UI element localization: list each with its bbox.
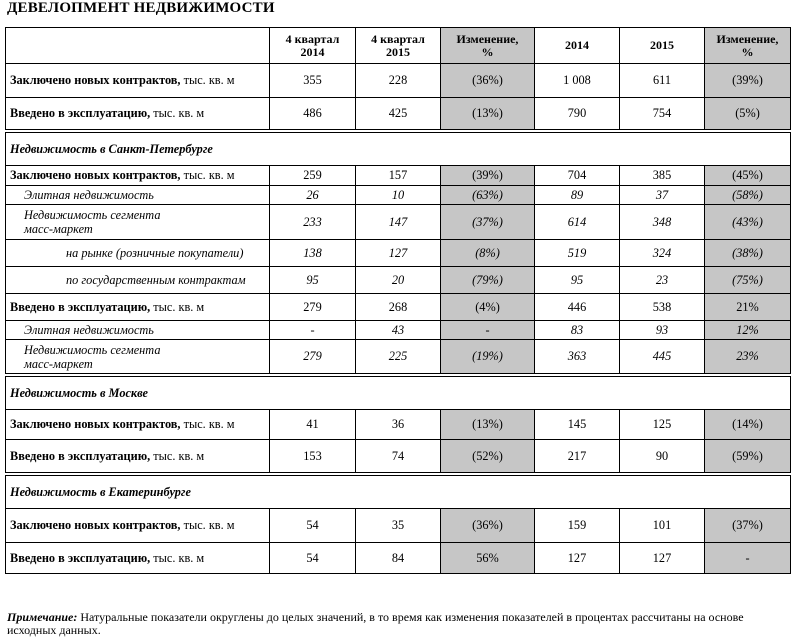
table-cell: 614 (535, 205, 620, 240)
table-cell: 145 (535, 410, 620, 440)
section-header-spb: Недвижимость в Санкт-Петербурге (6, 133, 791, 166)
table-cell: (37%) (705, 509, 791, 543)
table-cell: 704 (535, 166, 620, 186)
table-cell: 74 (356, 440, 441, 473)
table-cell: 754 (620, 98, 705, 130)
table-cell: - (441, 321, 535, 340)
table-cell: 54 (270, 543, 356, 574)
table-row (6, 98, 791, 130)
header-change-quarter: Изменение, % (441, 28, 535, 64)
table-row (6, 166, 791, 186)
table-row (6, 340, 791, 374)
footnote-label: Примечание: (7, 610, 78, 624)
table-cell: 43 (356, 321, 441, 340)
table-cell: (75%) (705, 267, 791, 294)
footnote (7, 611, 787, 637)
table-cell: 20 (356, 267, 441, 294)
table-cell: 425 (356, 98, 441, 130)
row-label: Недвижимость сегмента масс-маркет (6, 340, 270, 374)
table-cell: 41 (270, 410, 356, 440)
table-cell: 611 (620, 64, 705, 98)
table-row (6, 186, 791, 205)
table-cell: 127 (535, 543, 620, 574)
table-cell: 26 (270, 186, 356, 205)
table-cell: (36%) (441, 64, 535, 98)
row-label: Недвижимость сегмента масс-маркет (6, 205, 270, 240)
table-cell: 217 (535, 440, 620, 473)
development-table (5, 27, 791, 574)
header-q4-2014: 4 квартал 2014 (270, 28, 356, 64)
header-2015: 2015 (620, 28, 705, 64)
table-cell: 348 (620, 205, 705, 240)
table-cell: 363 (535, 340, 620, 374)
table-cell: (58%) (705, 186, 791, 205)
table-cell: 95 (535, 267, 620, 294)
table-row (6, 509, 791, 543)
table-cell: 90 (620, 440, 705, 473)
table-row (6, 440, 791, 473)
table-cell: (63%) (441, 186, 535, 205)
table-cell: (14%) (705, 410, 791, 440)
table-row (6, 267, 791, 294)
table-cell: 93 (620, 321, 705, 340)
table-cell: 268 (356, 294, 441, 321)
table-cell: 12% (705, 321, 791, 340)
row-label: на рынке (розничные покупатели) (6, 240, 270, 267)
row-label: по государственным контрактам (6, 267, 270, 294)
table-cell: 225 (356, 340, 441, 374)
table-cell: (39%) (705, 64, 791, 98)
table-cell: (45%) (705, 166, 791, 186)
table-cell: 228 (356, 64, 441, 98)
row-label: Заключено новых контрактов, тыс. кв. м (6, 509, 270, 543)
table-cell: (36%) (441, 509, 535, 543)
header-change-year: Изменение, % (705, 28, 791, 64)
table-cell: 37 (620, 186, 705, 205)
table-row (6, 240, 791, 267)
table-cell: 127 (356, 240, 441, 267)
table-cell: (38%) (705, 240, 791, 267)
table-cell: 279 (270, 294, 356, 321)
table-cell: (59%) (705, 440, 791, 473)
row-label: Введено в эксплуатацию, тыс. кв. м (6, 98, 270, 130)
row-label: Введено в эксплуатацию, тыс. кв. м (6, 440, 270, 473)
table-cell: 95 (270, 267, 356, 294)
table-cell: 233 (270, 205, 356, 240)
table-cell: 56% (441, 543, 535, 574)
table-cell: 385 (620, 166, 705, 186)
section-header-yekaterinburg: Недвижимость в Екатеринбурге (6, 476, 791, 509)
table-cell: 54 (270, 509, 356, 543)
row-label: Введено в эксплуатацию, тыс. кв. м (6, 543, 270, 574)
table-cell: 10 (356, 186, 441, 205)
table-cell: 324 (620, 240, 705, 267)
table-cell: 279 (270, 340, 356, 374)
table-cell: (43%) (705, 205, 791, 240)
table-row (6, 294, 791, 321)
table-cell: (37%) (441, 205, 535, 240)
footnote-text: Натуральные показатели округлены до целых значений, в то время как изменения показателей в процентах рассчитаны на основе исходных данных. (7, 610, 744, 637)
table-cell: (19%) (441, 340, 535, 374)
table-cell: 83 (535, 321, 620, 340)
table-cell: 159 (535, 509, 620, 543)
table-cell: 127 (620, 543, 705, 574)
header-q4-2015: 4 квартал 2015 (356, 28, 441, 64)
table-cell: (5%) (705, 98, 791, 130)
row-label: Заключено новых контрактов, тыс. кв. м (6, 64, 270, 98)
row-label: Заключено новых контрактов, тыс. кв. м (6, 410, 270, 440)
table-cell: 138 (270, 240, 356, 267)
table-cell: - (270, 321, 356, 340)
table-cell: 355 (270, 64, 356, 98)
table-cell: 446 (535, 294, 620, 321)
row-label: Элитная недвижимость (6, 321, 270, 340)
row-label: Элитная недвижимость (6, 186, 270, 205)
table-cell: 259 (270, 166, 356, 186)
header-2014: 2014 (535, 28, 620, 64)
row-label: Заключено новых контрактов, тыс. кв. м (6, 166, 270, 186)
table-cell: 101 (620, 509, 705, 543)
section-header-moscow: Недвижимость в Москве (6, 377, 791, 410)
table-cell: 790 (535, 98, 620, 130)
table-cell: 23% (705, 340, 791, 374)
table-cell: 538 (620, 294, 705, 321)
table-cell: 445 (620, 340, 705, 374)
table-cell: (13%) (441, 98, 535, 130)
page-title: ДЕВЕЛОПМЕНТ НЕДВИЖИМОСТИ (7, 0, 275, 16)
table-cell: 1 008 (535, 64, 620, 98)
table-cell: 153 (270, 440, 356, 473)
row-label: Введено в эксплуатацию, тыс. кв. м (6, 294, 270, 321)
table-cell: (79%) (441, 267, 535, 294)
table-cell: 147 (356, 205, 441, 240)
table-cell: (8%) (441, 240, 535, 267)
table-row (6, 205, 791, 240)
table-cell: 23 (620, 267, 705, 294)
table-cell: - (705, 543, 791, 574)
table-cell: (4%) (441, 294, 535, 321)
table-cell: 35 (356, 509, 441, 543)
table-cell: 125 (620, 410, 705, 440)
table-cell: 486 (270, 98, 356, 130)
table-cell: 89 (535, 186, 620, 205)
table-cell: 21% (705, 294, 791, 321)
table-cell: 519 (535, 240, 620, 267)
header-label-cell (6, 28, 270, 64)
table-cell: 157 (356, 166, 441, 186)
table-cell: (39%) (441, 166, 535, 186)
table-row (6, 64, 791, 98)
table-row (6, 321, 791, 340)
table-cell: (13%) (441, 410, 535, 440)
table-cell: (52%) (441, 440, 535, 473)
table-cell: 84 (356, 543, 441, 574)
table-cell: 36 (356, 410, 441, 440)
header-row (6, 28, 791, 64)
table-row (6, 410, 791, 440)
table-row (6, 543, 791, 574)
